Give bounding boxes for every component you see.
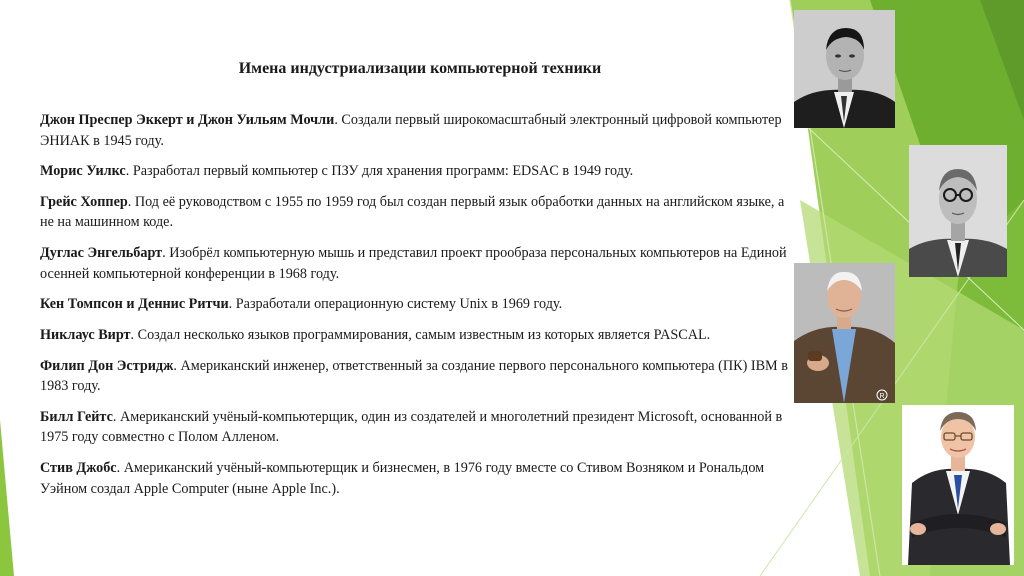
photo-stamp: R [879, 393, 885, 400]
entry-text: . Под её руководством с 1955 по 1959 год был создан первый язык обработки данных на английском языке, а не на машинном коде. [40, 193, 785, 231]
entry-name: Кен Томпсон и Деннис Ритчи [40, 296, 229, 313]
entry-name: Билл Гейтс [40, 408, 113, 425]
portrait-photo-2 [909, 145, 1007, 277]
entry-text: . Американский учёный-компьютерщик, один из создателей и многолетний президент Microsoft, основанной в 1975 году совместно с Полом Алленом. [40, 408, 783, 446]
portrait-photo-4 [902, 405, 1014, 565]
entry-name: Дуглас Энгельбарт [40, 245, 163, 262]
entry-text: . Американский инженер, ответственный за создание первого персонального компьютера (ПК) IBM в 1983 году. [40, 357, 788, 395]
entry-name: Морис Уилкс [40, 163, 126, 180]
entry-wilkes [40, 161, 790, 182]
entry-jobs [40, 458, 790, 499]
entry-engelbart [40, 243, 790, 284]
entry-text: . Изобрёл компьютерную мышь и представил проект прообраза персональных компьютеров на Единой осенней компьютерной конференции в 1968 году. [40, 245, 787, 282]
entry-name: Грейс Хоппер [40, 193, 128, 210]
portrait-photo-1 [794, 10, 895, 128]
entry-hopper [40, 192, 790, 233]
portrait-photo-3 [794, 263, 895, 403]
left-accent-shape [0, 420, 14, 576]
people-list [40, 110, 790, 509]
entry-wirth [40, 325, 790, 346]
entry-eckert-mauchly [40, 110, 790, 151]
entry-text: . Создал несколько языков программирования, самым известным из которых является PASCAL. [130, 326, 711, 343]
slide-title: Имена индустриализации компьютерной техники [238, 60, 602, 77]
entry-name: Стив Джобс [40, 460, 117, 476]
entry-estridge [40, 356, 790, 397]
entry-text: . Создали первый широкомасштабный электронный цифровой компьютер ЭНИАК в 1945 году. [40, 112, 782, 149]
entry-text: . Разработал первый компьютер с ПЗУ для хранения программ: EDSAC в 1949 году. [125, 163, 634, 180]
entry-gates [40, 407, 790, 448]
entry-name: Никлаус Вирт [40, 326, 131, 343]
entry-text: . Американский учёный-компьютерщик и бизнесмен, в 1976 году вместе со Стивом Возняком и Рональдом Уэйном создал Apple Computer (ныне Apple Inc.). [40, 460, 765, 497]
entry-text: . Разработали операционную систему Unix в 1969 году. [228, 296, 563, 313]
entry-name: Джон Преспер Эккерт и Джон Уильям Мочли [40, 112, 335, 128]
entry-thompson-ritchie [40, 294, 790, 315]
entry-name: Филип Дон Эстридж [40, 357, 174, 374]
